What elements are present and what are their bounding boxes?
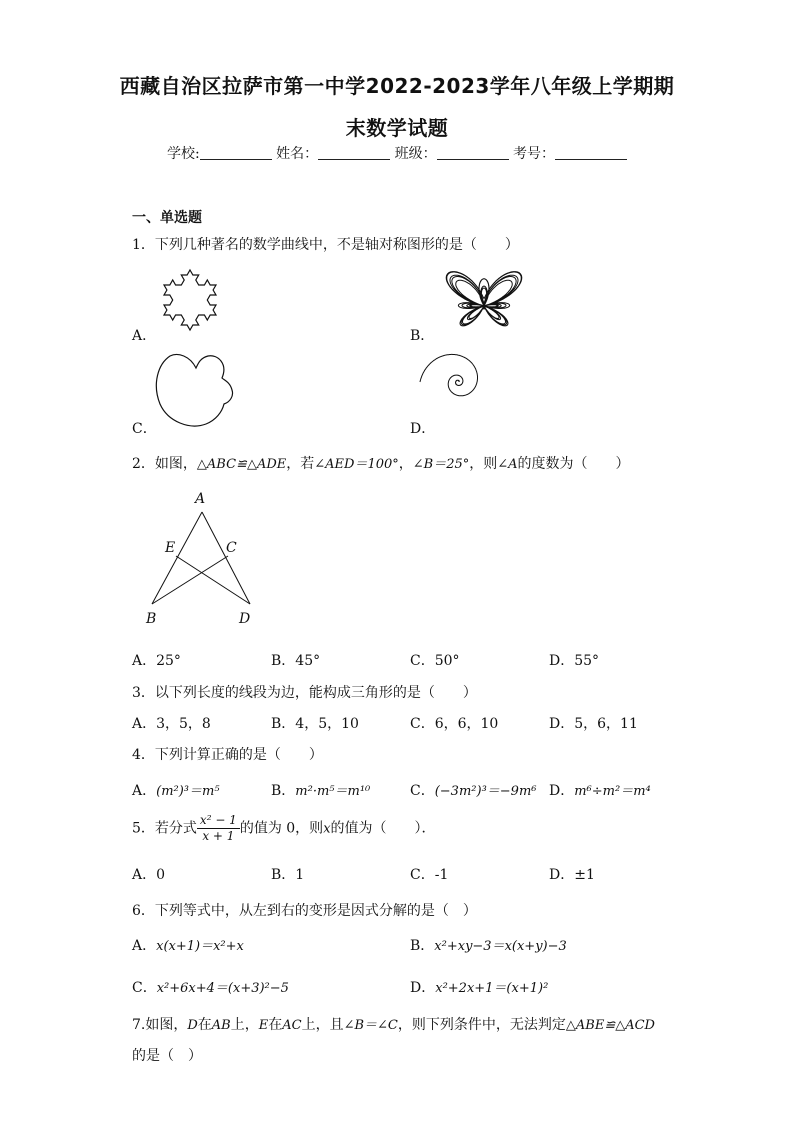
q6-option-b[interactable] xyxy=(410,935,567,955)
q5-fraction-denominator: x + 1 xyxy=(202,829,235,843)
q5-stem-mid: 的值为 0，则 xyxy=(239,820,324,837)
q6-option-c-label: C． xyxy=(132,980,157,996)
exam-title-line2: 末数学试题 xyxy=(345,116,449,140)
class-label: 班级： xyxy=(394,146,437,162)
q3-stem: 3．以下列长度的线段为边，能构成三角形的是（ ） xyxy=(132,685,477,701)
q1-option-a[interactable]: A． xyxy=(132,328,157,344)
q4-option-c-math: (−3m²)³＝−9m⁶ xyxy=(434,784,537,799)
q4-option-a[interactable] xyxy=(132,780,220,800)
point-label-a: A xyxy=(195,491,206,507)
q1-option-d[interactable]: D． xyxy=(410,421,436,437)
q3-option-d[interactable]: D．5，6，11 xyxy=(549,716,638,732)
q5-fraction-numerator: x² − 1 xyxy=(197,813,240,829)
q2-angle-b: ∠B＝25° xyxy=(412,457,470,472)
q3-option-b[interactable]: B．4，5，10 xyxy=(271,716,359,732)
q6-option-a[interactable] xyxy=(132,935,244,955)
q5-stem xyxy=(132,813,436,844)
school-label: 学校: xyxy=(166,146,200,162)
q7-segment-ab: AB xyxy=(211,1018,231,1033)
q5-option-c[interactable]: C．-1 xyxy=(410,867,449,883)
q2-stem-suffix: 的度数为（ ） xyxy=(517,456,630,472)
q5-stem-suffix: 的值为（ ）． xyxy=(330,820,436,837)
section-heading: 一、单选题 xyxy=(132,210,202,226)
q2-stem-mid3: ，则 xyxy=(469,456,498,472)
q5-stem-prefix: 5．若分式 xyxy=(132,820,197,837)
q5-variable: x xyxy=(323,821,331,837)
exam-number-field[interactable] xyxy=(555,145,627,160)
q3-option-c[interactable]: C．6，6，10 xyxy=(410,716,499,732)
exam-title-line1: 西藏自治区拉萨市第一中学2022-2023学年八年级上学期期 xyxy=(119,74,675,98)
q2-option-d[interactable]: D．55° xyxy=(549,653,600,669)
q6-option-d-math: x²+2x+1＝(x+1)² xyxy=(435,981,549,996)
q2-stem xyxy=(132,453,630,473)
q5-option-a[interactable]: A．0 xyxy=(132,867,166,883)
cardioid-figure xyxy=(150,350,240,432)
q6-option-b-label: B． xyxy=(410,938,435,954)
point-label-c: C xyxy=(226,540,237,556)
q7-text4: 上，且 xyxy=(301,1017,344,1033)
point-label-b: B xyxy=(146,611,157,627)
q4-option-d[interactable] xyxy=(549,780,651,800)
q2-angle-a: ∠A xyxy=(497,457,518,472)
q2-option-a[interactable]: A．25° xyxy=(132,653,181,669)
q2-stem-mid1: ，若 xyxy=(286,456,315,472)
q7-point-e: E xyxy=(258,1018,269,1033)
q4-option-b-label: B． xyxy=(271,783,296,799)
point-label-d: D xyxy=(239,611,251,627)
triangle-diagram xyxy=(140,490,270,630)
koch-snowflake-figure xyxy=(150,258,230,338)
q2-option-b[interactable]: B．45° xyxy=(271,653,321,669)
q3-option-a[interactable]: A．3，5，8 xyxy=(132,716,211,732)
q6-stem: 6．下列等式中，从左到右的变形是因式分解的是（ ） xyxy=(132,903,477,919)
q4-option-a-label: A． xyxy=(132,783,157,799)
q7-text3: 在 xyxy=(268,1017,283,1033)
q7-text1: 在 xyxy=(197,1017,212,1033)
q4-option-d-math: m⁶÷m²＝m⁴ xyxy=(574,784,651,799)
q2-stem-prefix: 2．如图， xyxy=(132,456,197,472)
q6-option-d-label: D． xyxy=(410,980,436,996)
q7-segment-ac: AC xyxy=(282,1018,302,1033)
q6-option-c[interactable] xyxy=(132,977,289,997)
q2-stem-mid2: ， xyxy=(398,456,413,472)
q6-option-a-math: x(x+1)＝x²+x xyxy=(156,939,244,954)
q6-option-c-math: x²+6x+4＝(x+3)²−5 xyxy=(156,981,289,996)
q6-option-a-label: A． xyxy=(132,938,157,954)
q7-congruence: △ABE≌△ACD xyxy=(565,1018,655,1033)
q6-option-d[interactable] xyxy=(410,977,548,997)
q6-option-b-math: x²+xy−3＝x(x+y)−3 xyxy=(434,939,567,954)
q1-option-b[interactable]: B． xyxy=(410,328,435,344)
school-field[interactable] xyxy=(200,145,272,160)
butterfly-curve-figure xyxy=(428,258,540,340)
q5-option-b[interactable]: B．1 xyxy=(271,867,305,883)
q4-option-d-label: D． xyxy=(549,783,575,799)
q7-angle-condition: ∠B＝∠C xyxy=(343,1018,398,1033)
q7-stem-line2: 的是（ ） xyxy=(132,1048,202,1064)
q1-option-c[interactable]: C． xyxy=(132,421,157,437)
name-field[interactable] xyxy=(318,145,390,160)
q2-angle-aed: ∠AED＝100° xyxy=(314,457,399,472)
q2-congruence: △ABC≌△ADE xyxy=(196,457,287,472)
q4-option-a-math: (m²)³＝m⁵ xyxy=(156,784,220,799)
student-info-row xyxy=(0,143,794,163)
q4-option-b-math: m²·m⁵＝m¹⁰ xyxy=(295,784,371,799)
q4-option-c[interactable] xyxy=(410,780,536,800)
point-label-e: E xyxy=(165,540,176,556)
q7-point-d: D xyxy=(187,1018,198,1033)
spiral-figure xyxy=(428,350,508,410)
q4-stem: 4．下列计算正确的是（ ） xyxy=(132,747,323,763)
q1-stem: 1．下列几种著名的数学曲线中，不是轴对称图形的是（ ） xyxy=(132,237,519,253)
name-label: 姓名： xyxy=(276,146,319,162)
q5-option-d[interactable]: D．±1 xyxy=(549,867,595,883)
q7-prefix: 7.如图， xyxy=(132,1017,188,1033)
q4-option-b[interactable] xyxy=(271,780,370,800)
q7-stem-line1 xyxy=(132,1014,655,1034)
q5-fraction xyxy=(197,813,240,844)
exam-number-label: 考号： xyxy=(513,146,556,162)
q7-text2: 上， xyxy=(230,1017,259,1033)
q2-option-c[interactable]: C．50° xyxy=(410,653,460,669)
q7-text5: ，则下列条件中，无法判定 xyxy=(397,1017,566,1033)
q4-option-c-label: C． xyxy=(410,783,435,799)
class-field[interactable] xyxy=(437,145,509,160)
